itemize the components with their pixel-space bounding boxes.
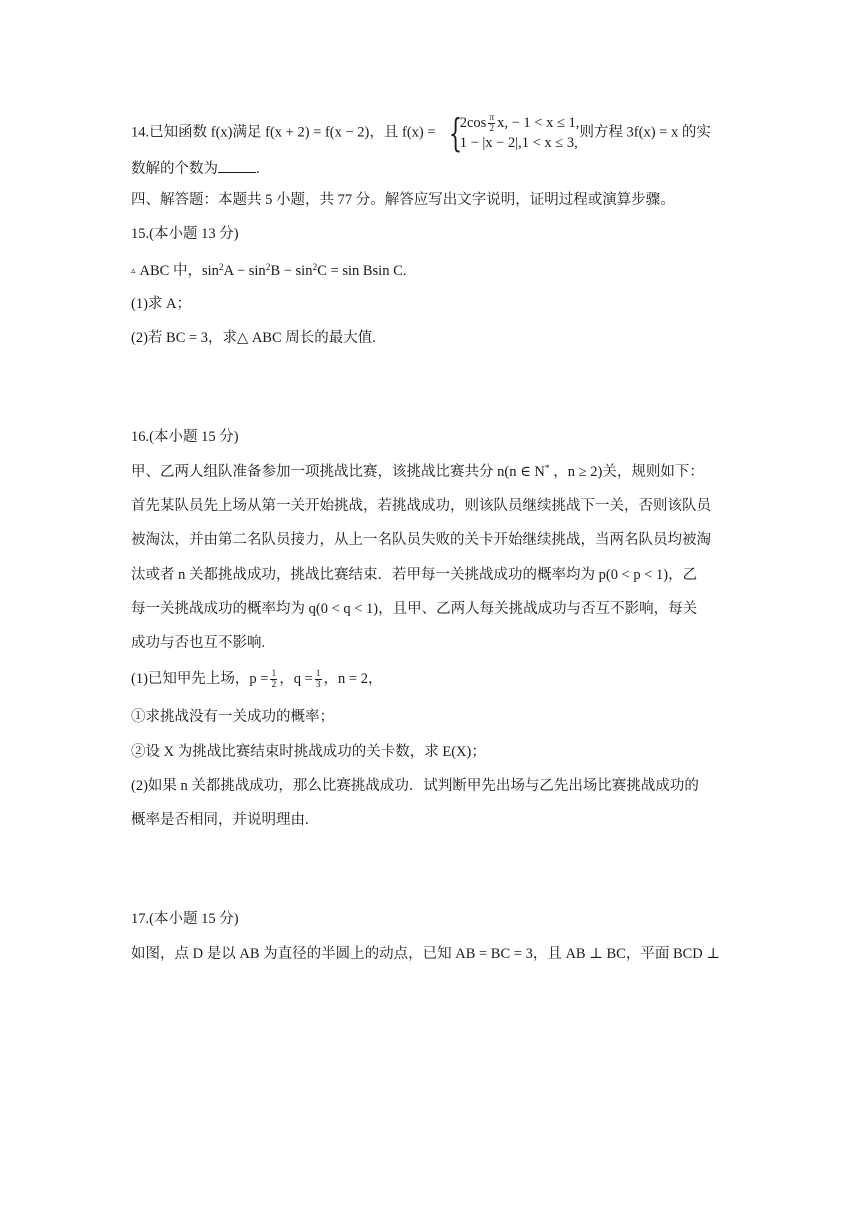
q16-frac-q — [315, 669, 322, 690]
q16-part2-line2: 概率是否相同，并说明理由. — [131, 812, 309, 828]
q16-part1 — [131, 669, 382, 690]
q16-part2-line1: (2)如果 n 关都挑战成功，那么比赛挑战成功．试判断甲先出场与乙先出场比赛挑战成功的 — [131, 778, 699, 794]
q14-text-c: 数解的个数为 — [131, 161, 218, 177]
q16-p1b: ，q = — [279, 671, 313, 687]
q16-p-den: 2 — [271, 680, 277, 691]
q14-line1 — [131, 113, 711, 153]
q16-line3: 被淘汰，并由第二名队员接力，从上一名队员失败的关卡开始继续挑战，当两名队员均被淘 — [131, 532, 711, 548]
q15-s-a: ABC 中，sin — [139, 263, 219, 279]
q16-line4: 汰或者 n 关都挑战成功，挑战比赛结束．若甲每一关挑战成功的概率均为 p(0 < p < 1)，乙 — [131, 567, 698, 583]
q16-l1a: 甲、乙两人组队准备参加一项挑战比赛，该挑战比赛共分 n(n ∈ N — [131, 464, 545, 480]
q15-sup1: 2 — [218, 263, 224, 273]
q16-line1 — [131, 462, 704, 482]
left-brace-icon: { — [448, 111, 462, 155]
q16-q-num: 1 — [315, 669, 321, 680]
q16-frac-p — [270, 669, 277, 690]
q15-sup2: 2 — [265, 263, 271, 273]
q14-frac-num: π — [489, 113, 495, 123]
q17-line1: 如图，点 D 是以 AB 为直径的半圆上的动点，已知 AB = BC = 3，且 AB ⊥ BC，平面 BCD ⊥ — [131, 946, 721, 962]
q15-s-d: C = sin Bsin C. — [317, 263, 407, 279]
q16-sub1: ①求挑战没有一关成功的概率； — [131, 709, 334, 725]
q15-header: 15.(本小题 13 分) — [131, 226, 239, 242]
q15-s-c: B − sin — [270, 263, 313, 279]
q16-p1a: (1)已知甲先上场，p = — [131, 671, 269, 687]
q16-line6: 成功与否也互不影响. — [131, 635, 266, 651]
answer-blank — [218, 158, 256, 173]
q16-q-den: 3 — [315, 680, 321, 691]
q14-case1-a: 2cos — [459, 114, 487, 131]
q14-case1-b: x, − 1 < x ≤ 1, — [497, 114, 580, 131]
q16-line5: 每一关挑战成功的概率均为 q(0 < q < 1)，且甲、乙两人每关挑战成功与否互不影响，每关 — [131, 601, 698, 617]
q15-sup3: 2 — [312, 263, 318, 273]
q14-case2: 1 − |x − 2|,1 < x ≤ 3, — [459, 135, 578, 151]
q14-frac-den: 2 — [489, 124, 495, 134]
q16-p-num: 1 — [271, 669, 277, 680]
q15-part1: (1)求 A； — [131, 296, 192, 312]
q15-part2: (2)若 BC = 3，求△ ABC 周长的最大值. — [131, 330, 376, 346]
section4-heading: 四、解答题：本题共 5 小题，共 77 分。解答应写出文字说明，证明过程或演算步骤。 — [131, 192, 675, 208]
q15-s-b: A − sin — [223, 263, 266, 279]
q14-text-b: 则方程 3f(x) = x 的实 — [579, 124, 711, 141]
q14-text-a: 14.已知函数 f(x)满足 f(x + 2) = f(x − 2)，且 f(x) = — [131, 124, 436, 141]
q16-line2: 首先某队员先上场从第一关开始挑战，若挑战成功，则该队员继续挑战下一关，否则该队员 — [131, 498, 711, 514]
q16-sub2: ②设 X 为挑战比赛结束时挑战成功的关卡数，求 E(X)； — [131, 744, 486, 760]
q16-header: 16.(本小题 15 分) — [131, 429, 239, 445]
triangle-icon: ▵ — [131, 265, 136, 275]
q15-statement — [131, 260, 406, 281]
q14-frac-pi-2 — [488, 113, 495, 134]
q14-cases — [460, 113, 580, 153]
q16-l1b: ，n ≥ 2)关，规则如下： — [549, 464, 704, 480]
q14-text-d: . — [256, 161, 260, 177]
q14-case1 — [460, 113, 580, 134]
q16-p1c: ，n = 2， — [323, 671, 383, 687]
q14-line2 — [131, 158, 260, 179]
q16-l1sup: * — [544, 464, 550, 474]
q17-header: 17.(本小题 15 分) — [131, 911, 239, 927]
q14-piecewise — [438, 113, 580, 153]
